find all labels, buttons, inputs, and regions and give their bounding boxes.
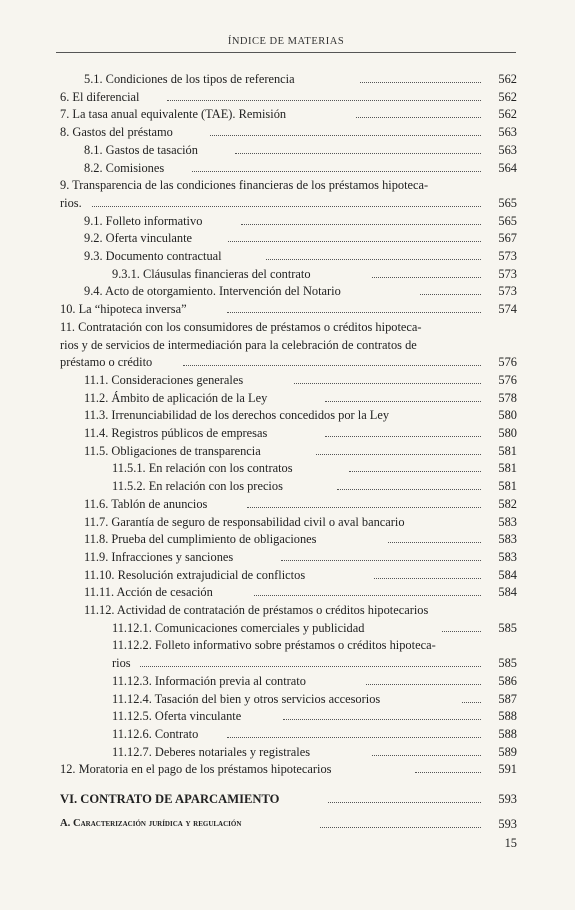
toc-entry-title: 11.5. Obligaciones de transparencia xyxy=(84,443,261,458)
dot-leader xyxy=(337,489,481,490)
toc-entry-title: 11.12.3. Información previa al contrato xyxy=(112,673,306,688)
toc-entry-title: préstamo o crédito xyxy=(60,355,153,370)
toc-entry xyxy=(0,88,575,106)
dot-leader xyxy=(210,135,481,136)
toc-entry-title: 9.1. Folleto informativo xyxy=(84,213,203,228)
toc-entry-page: 585 xyxy=(498,620,517,635)
dot-leader xyxy=(356,117,481,118)
dot-leader xyxy=(462,702,481,703)
toc-entry xyxy=(0,105,575,123)
toc-entry-title: 8.1. Gastos de tasación xyxy=(84,142,198,157)
toc-entry-page: 573 xyxy=(498,266,517,281)
toc-entry-page: 563 xyxy=(498,142,517,157)
toc-entry-page: 564 xyxy=(498,160,517,175)
toc-entry-page: 589 xyxy=(498,744,517,759)
toc-entry-title: 7. La tasa anual equivalente (TAE). Remisión xyxy=(60,107,287,122)
toc-entry-page: 583 xyxy=(498,549,517,564)
dot-leader xyxy=(228,241,482,242)
toc-entry-title: rios y de servicios de intermediación para la celebración de contratos de xyxy=(60,337,417,352)
toc-entry-title: 11.12. Actividad de contratación de préstamos o créditos hipotecarios xyxy=(84,603,429,617)
toc-entry xyxy=(0,495,575,513)
toc-entry-title: 9.2. Oferta vinculante xyxy=(84,231,193,246)
toc-entry-page: 563 xyxy=(498,125,517,140)
toc-entry-title: 11.3. Irrenunciabilidad de los derechos concedidos por la Ley xyxy=(84,408,390,423)
toc-entry-page: 574 xyxy=(498,302,517,317)
toc-entry xyxy=(0,141,575,159)
toc-entry xyxy=(0,442,575,460)
toc-entry xyxy=(0,336,575,354)
dot-leader xyxy=(247,507,481,508)
dot-leader xyxy=(241,224,481,225)
toc-entry-title: 11.12.1. Comunicaciones comerciales y publicidad xyxy=(112,620,365,635)
toc-entry xyxy=(0,247,575,265)
toc-entry-page: 586 xyxy=(498,673,517,688)
toc-entry-page: 591 xyxy=(498,762,517,777)
toc-entry xyxy=(0,743,575,761)
toc-entry xyxy=(0,282,575,300)
toc-entry-page: 565 xyxy=(498,195,517,210)
toc-entry xyxy=(0,725,575,743)
page-number: 15 xyxy=(504,836,517,850)
toc-entry xyxy=(0,424,575,442)
toc-entry xyxy=(0,318,575,336)
toc-entry xyxy=(0,760,575,778)
toc-entry-page: 567 xyxy=(498,231,517,246)
dot-leader xyxy=(140,666,481,667)
dot-leader xyxy=(420,294,481,295)
toc-entry-title: 9.4. Acto de otorgamiento. Intervención del Notario xyxy=(84,284,341,299)
toc-entry-page: 583 xyxy=(498,514,517,529)
toc-entry-title: 11.10. Resolución extrajudicial de conflictos xyxy=(84,567,306,582)
toc-entry xyxy=(0,176,575,194)
toc-entry xyxy=(0,619,575,637)
toc-entry xyxy=(0,530,575,548)
toc-entry-page: 581 xyxy=(498,461,517,476)
dot-leader xyxy=(316,454,481,455)
toc-entry-title: 11.12.6. Contrato xyxy=(112,726,199,741)
toc-entry-page: 588 xyxy=(498,709,517,724)
dot-leader xyxy=(254,595,481,596)
toc-entry xyxy=(0,477,575,495)
toc-entry-page: 584 xyxy=(498,567,517,582)
toc-entry-title: 9.3.1. Cláusulas financieras del contrato xyxy=(112,266,311,281)
toc-entry-page: 582 xyxy=(498,496,517,511)
toc-entry xyxy=(0,123,575,141)
dot-leader xyxy=(442,631,481,632)
toc-entry xyxy=(0,583,575,601)
toc-entry-page: 583 xyxy=(498,532,517,547)
running-header: ÍNDICE DE MATERIAS xyxy=(227,36,345,47)
toc-entry-page: 573 xyxy=(498,284,517,299)
toc-entry-page: 593 xyxy=(498,792,517,806)
toc-entry xyxy=(0,70,575,88)
toc-entry-page: 562 xyxy=(498,107,517,122)
toc-entry xyxy=(0,353,575,371)
toc-entry-title: VI. CONTRATO DE APARCAMIENTO xyxy=(60,792,280,806)
toc-entry xyxy=(0,815,575,833)
toc-entry-page: 576 xyxy=(498,355,517,370)
toc-entry-page: 581 xyxy=(498,443,517,458)
toc-entry-title: 11.4. Registros públicos de empresas xyxy=(84,426,268,440)
dot-leader xyxy=(167,100,481,101)
dot-leader xyxy=(374,578,481,579)
dot-leader xyxy=(281,560,481,561)
dot-leader xyxy=(183,365,481,366)
toc-entry xyxy=(0,690,575,708)
dot-leader xyxy=(283,719,481,720)
toc-entry-page: 587 xyxy=(498,691,517,706)
toc-entry xyxy=(0,601,575,619)
toc-entry-title: rios xyxy=(112,656,131,671)
dot-leader xyxy=(328,802,481,803)
dot-leader xyxy=(320,827,481,828)
dot-leader xyxy=(388,542,481,543)
dot-leader xyxy=(366,684,481,685)
toc-entry xyxy=(0,513,575,531)
toc-entry xyxy=(0,159,575,177)
toc-entry xyxy=(0,389,575,407)
toc-entry xyxy=(0,654,575,672)
toc-entry-title: 12. Moratoria en el pago de los préstamos hipotecarios xyxy=(60,762,332,777)
toc-entry-page: 584 xyxy=(498,585,517,600)
toc-entry-title: rios. xyxy=(60,195,82,210)
toc-entry-title: 11.1. Consideraciones generales xyxy=(84,372,244,387)
dot-leader xyxy=(415,772,481,773)
toc-entry xyxy=(0,371,575,389)
header-rule xyxy=(56,52,516,53)
toc-entry xyxy=(0,790,575,808)
dot-leader xyxy=(349,471,481,472)
toc-entry-page: 578 xyxy=(498,390,517,405)
toc-entry-title: 8.2. Comisiones xyxy=(84,160,165,175)
toc-entry-title: 6. El diferencial xyxy=(60,89,140,104)
toc-entry-page: 581 xyxy=(498,479,517,494)
toc-entry-page: 585 xyxy=(498,656,517,671)
dot-leader xyxy=(372,277,481,278)
toc-entry xyxy=(0,229,575,247)
toc-entry-title: 9. Transparencia de las condiciones financieras de los préstamos hipoteca- xyxy=(60,178,429,193)
toc-entry xyxy=(0,566,575,584)
dot-leader xyxy=(92,206,481,207)
toc-entry-title: 11.12.4. Tasación del bien y otros servicios accesorios xyxy=(112,691,381,706)
dot-leader xyxy=(227,737,481,738)
toc-entry xyxy=(0,406,575,424)
dot-leader xyxy=(372,755,481,756)
toc-entry xyxy=(0,265,575,283)
toc-entry xyxy=(0,194,575,212)
toc-entry-title: 11.12.5. Oferta vinculante xyxy=(112,709,242,724)
toc-entry-title: 5.1. Condiciones de los tipos de referencia xyxy=(84,72,295,86)
toc-entry-page: 588 xyxy=(498,726,517,741)
toc-entry xyxy=(0,212,575,230)
toc-entry-page: 565 xyxy=(498,213,517,228)
dot-leader xyxy=(325,401,481,402)
toc-entry-title: 11.6. Tablón de anuncios xyxy=(84,496,208,511)
toc-entry-page: 562 xyxy=(498,72,517,86)
toc-entry-title: 11.12.7. Deberes notariales y registrales xyxy=(112,744,311,759)
dot-leader xyxy=(294,383,481,384)
toc-entry-title: 9.3. Documento contractual xyxy=(84,249,222,263)
toc-entry xyxy=(0,548,575,566)
toc-entry-page: 562 xyxy=(498,89,517,104)
toc-entry xyxy=(0,300,575,318)
toc-entry-title: 11.12.2. Folleto informativo sobre préstamos o créditos hipoteca- xyxy=(112,638,436,653)
toc-entry-title: 11.9. Infracciones y sanciones xyxy=(84,549,234,564)
toc-entry-title: 11.2. Ámbito de aplicación de la Ley xyxy=(84,390,268,405)
toc-entry-page: 580 xyxy=(498,408,517,423)
toc-entry xyxy=(0,459,575,477)
dot-leader xyxy=(266,259,481,260)
toc-entry-title: A. Caracterización jurídica y regulación xyxy=(60,815,243,833)
toc-entry xyxy=(0,707,575,725)
toc-entry xyxy=(0,636,575,654)
toc-entry-title: 11.5.2. En relación con los precios xyxy=(112,479,283,494)
toc-entry-title: 11. Contratación con los consumidores de préstamos o créditos hipoteca- xyxy=(60,319,422,334)
toc-entry-page: 573 xyxy=(498,249,517,263)
toc-entry-title: 11.11. Acción de cesación xyxy=(84,585,213,600)
dot-leader xyxy=(192,171,481,172)
toc-entry xyxy=(0,672,575,690)
toc-entry-page: 580 xyxy=(498,426,517,440)
dot-leader xyxy=(235,153,481,154)
toc-entry-title: 8. Gastos del préstamo xyxy=(60,125,173,140)
toc-entry-title: 10. La “hipoteca inversa” xyxy=(60,302,187,317)
dot-leader xyxy=(360,82,481,83)
toc-entry-page: 576 xyxy=(498,372,517,387)
dot-leader xyxy=(227,312,481,313)
toc-entry-title: 11.7. Garantía de seguro de responsabilidad civil o aval bancario xyxy=(84,514,405,529)
dot-leader xyxy=(325,436,481,437)
toc-entry-title: 11.8. Prueba del cumplimiento de obligaciones xyxy=(84,532,317,547)
toc-entry-page: 593 xyxy=(498,817,517,831)
toc-entry-title: 11.5.1. En relación con los contratos xyxy=(112,461,293,476)
